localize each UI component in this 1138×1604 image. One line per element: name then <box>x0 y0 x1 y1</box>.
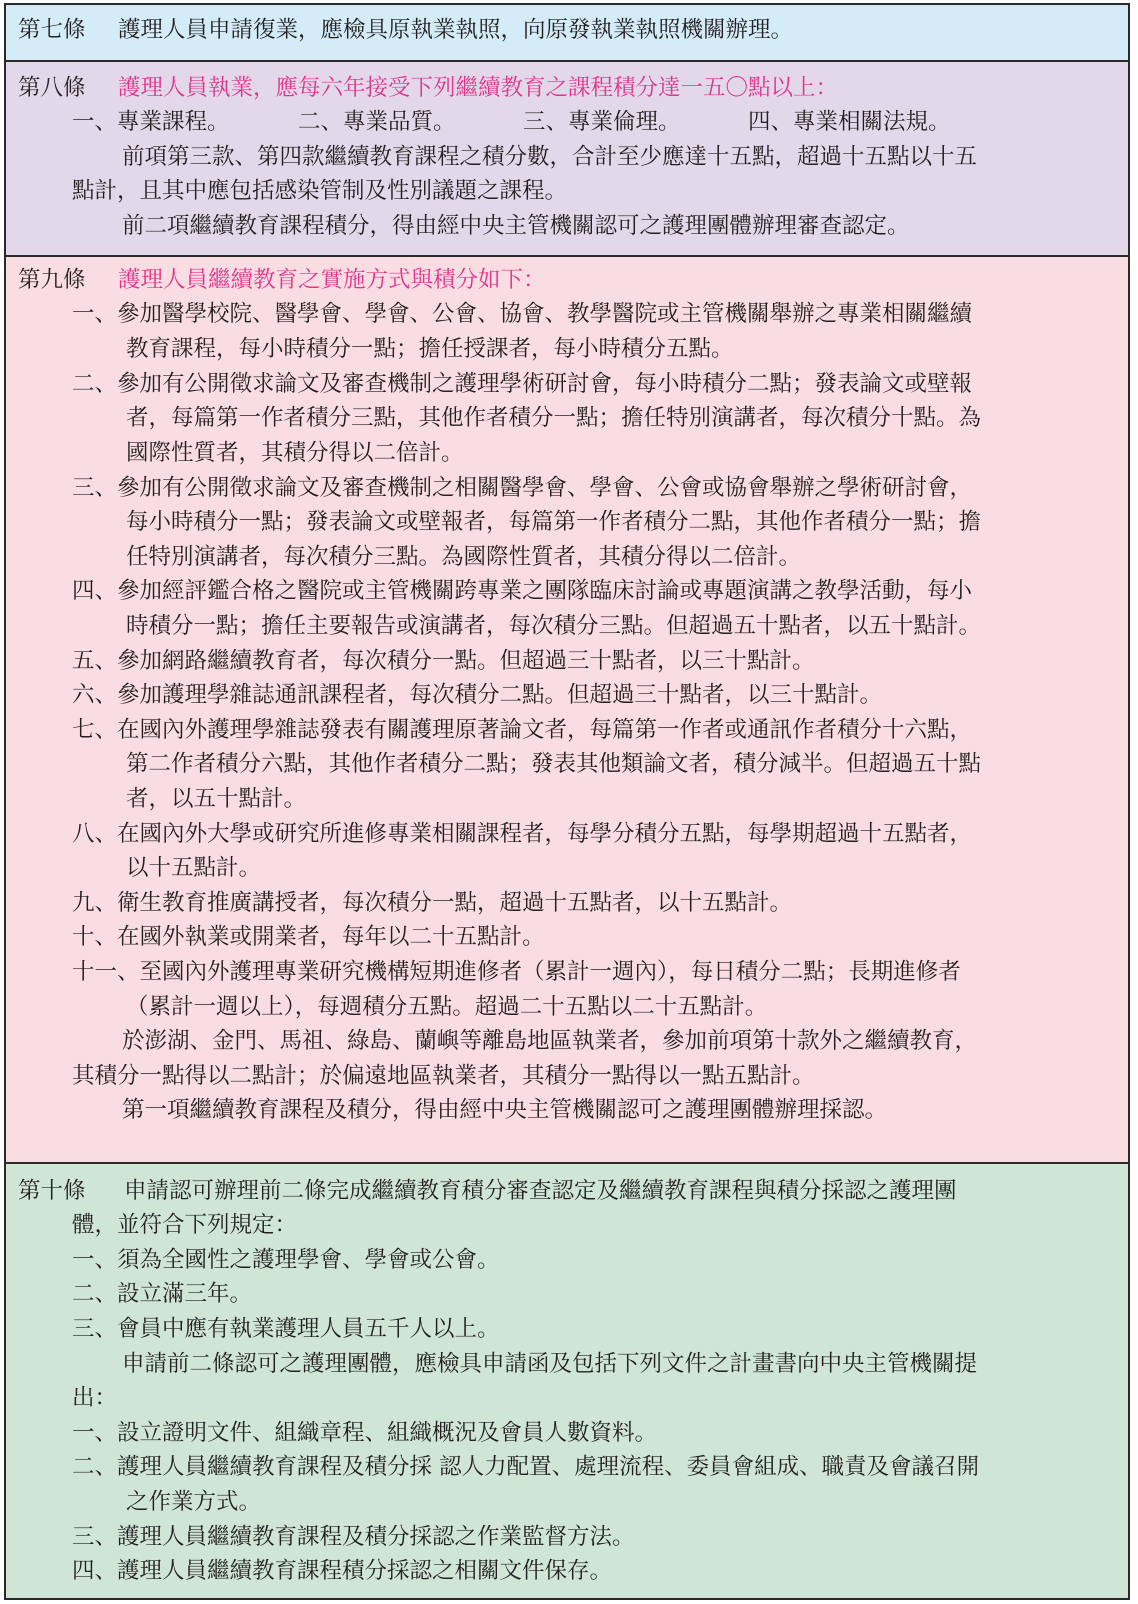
article-9-section <box>6 257 1128 1164</box>
article-9-line-16: 八、在國內外大學或研究所進修專業相關課程者，每學分積分五點，每學期超過十五點者， <box>72 821 973 847</box>
article-9-line-6: 三、參加有公開徵求論文及審查機制之相關醫學會、學會、公會或協會舉辦之學術研討會， <box>72 475 973 501</box>
article-9-line-7: 每小時積分一點；發表論文或壁報者，每篇第一作者積分二點，其他作者積分一點；擔 <box>126 509 982 535</box>
article-10-line-10: 之作業方式。 <box>126 1489 262 1515</box>
article-9-line-11: 五、參加網路繼續教育者，每次積分一點。但超過三十點者，以三十點計。 <box>72 648 815 674</box>
article-7-heading: 第七條 <box>18 17 86 43</box>
article-9-line-18: 九、衛生教育推廣講授者，每次積分一點，超過十五點者，以十五點計。 <box>72 890 793 916</box>
article-8-heading: 第八條 <box>18 75 86 101</box>
article-9-line-13: 七、在國內外護理學雜誌發表有關護理原著論文者，每篇第一作者或通訊作者積分十六點， <box>72 717 973 743</box>
article-10-line-9: 二、護理人員繼續教育課程及積分採 認人力配置、處理流程、委員會組成、職責及會議召開 <box>72 1454 980 1480</box>
article-10-section <box>6 1164 1128 1598</box>
article-10-line-7: 出： <box>72 1385 118 1411</box>
article-10-line-6: 申請前二條認可之護理團體，應檢具申請函及包括下列文件之計畫書向中央主管機關提 <box>122 1351 978 1377</box>
article-10-line-1: 申請認可辦理前二條完成繼續教育積分審查認定及繼續教育課程與積分採認之護理團 <box>124 1178 957 1204</box>
article-9-line-9: 四、參加經評鑑合格之醫院或主管機關跨專業之團隊臨床討論或專題演講之教學活動，每小 <box>72 578 973 604</box>
article-9-line-10: 時積分一點；擔任主要報告或演講者，每次積分三點。但超過五十點者，以五十點計。 <box>126 613 982 639</box>
article-8-course-3: 三、專業倫理。 <box>523 109 681 135</box>
article-9-line-14: 第二作者積分六點，其他作者積分二點；發表其他類論文者，積分減半。但超過五十點 <box>126 751 982 777</box>
article-9-line-8: 任特別演講者，每次積分三點。為國際性質者，其積分得以二倍計。 <box>126 544 802 570</box>
article-9-heading: 第九條 <box>18 267 86 293</box>
article-10-line-4: 二、設立滿三年。 <box>72 1281 253 1307</box>
article-9-line-23: 其積分一點得以二點計；於偏遠地區執業者，其積分一點得以一點五點計。 <box>72 1063 815 1089</box>
article-10-line-11: 三、護理人員繼續教育課程及積分採認之作業監督方法。 <box>72 1524 635 1550</box>
article-10-heading: 第十條 <box>18 1178 86 1204</box>
article-9-line-21: （累計一週以上），每週積分五點。超過二十五點以二十五點計。 <box>126 994 768 1020</box>
article-8-line-3: 前二項繼續教育課程積分，得由經中央主管機關認可之護理團體辦理審查認定。 <box>122 213 910 239</box>
article-8-course-1: 一、專業課程。 <box>72 109 230 135</box>
article-10-line-5: 三、會員中應有執業護理人員五千人以上。 <box>72 1316 500 1342</box>
article-9-line-20: 十一、至國內外護理專業研究機構短期進修者（累計一週內），每日積分二點；長期進修者 <box>72 959 961 985</box>
article-9-line-17: 以十五點計。 <box>126 855 262 881</box>
article-9-line-3: 二、參加有公開徵求論文及審查機制之護理學術研討會，每小時積分二點；發表論文或壁報 <box>72 371 973 397</box>
article-8-line-2: 點計，且其中應包括感染管制及性別議題之課程。 <box>72 178 568 204</box>
article-10-line-8: 一、設立證明文件、組織章程、組織概況及會員人數資料。 <box>72 1420 658 1446</box>
article-8-section <box>6 62 1128 257</box>
article-9-line-19: 十、在國外執業或開業者，每年以二十五點計。 <box>72 924 545 950</box>
article-8-course-4: 四、專業相關法規。 <box>748 109 951 135</box>
article-7-section <box>6 5 1128 62</box>
article-9-intro: 護理人員繼續教育之實施方式與積分如下： <box>118 267 546 293</box>
article-9-line-12: 六、參加護理學雜誌通訊課程者，每次積分二點。但超過三十點者，以三十點計。 <box>72 682 883 708</box>
article-8-line-1: 前項第三款、第四款繼續教育課程之積分數，合計至少應達十五點，超過十五點以十五 <box>122 144 978 170</box>
article-8-course-2: 二、專業品質。 <box>298 109 456 135</box>
article-9-line-1: 一、參加醫學校院、醫學會、學會、公會、協會、教學醫院或主管機關舉辦之專業相關繼續 <box>72 301 973 327</box>
article-10-line-12: 四、護理人員繼續教育課程積分採認之相關文件保存。 <box>72 1558 613 1584</box>
article-9-line-22: 於澎湖、金門、馬祖、綠島、蘭嶼等離島地區執業者，參加前項第十款外之繼續教育， <box>122 1028 978 1054</box>
article-10-line-3: 一、須為全國性之護理學會、學會或公會。 <box>72 1247 500 1273</box>
article-7-text: 護理人員申請復業，應檢具原執業執照，向原發執業執照機關辦理。 <box>118 17 794 43</box>
regulation-frame <box>4 3 1130 1600</box>
article-9-line-15: 者，以五十點計。 <box>126 786 307 812</box>
article-9-line-5: 國際性質者，其積分得以二倍計。 <box>126 440 464 466</box>
article-8-intro: 護理人員執業，應每六年接受下列繼續教育之課程積分達一五〇點以上： <box>118 75 839 101</box>
article-9-line-2: 教育課程，每小時積分一點；擔任授課者，每小時積分五點。 <box>126 336 734 362</box>
article-9-line-24: 第一項繼續教育課程及積分，得由經中央主管機關認可之護理團體辦理採認。 <box>122 1097 888 1123</box>
article-9-line-4: 者，每篇第一作者積分三點，其他作者積分一點；擔任特別演講者，每次積分十點。為 <box>126 405 982 431</box>
article-10-line-2: 體，並符合下列規定： <box>72 1212 298 1238</box>
